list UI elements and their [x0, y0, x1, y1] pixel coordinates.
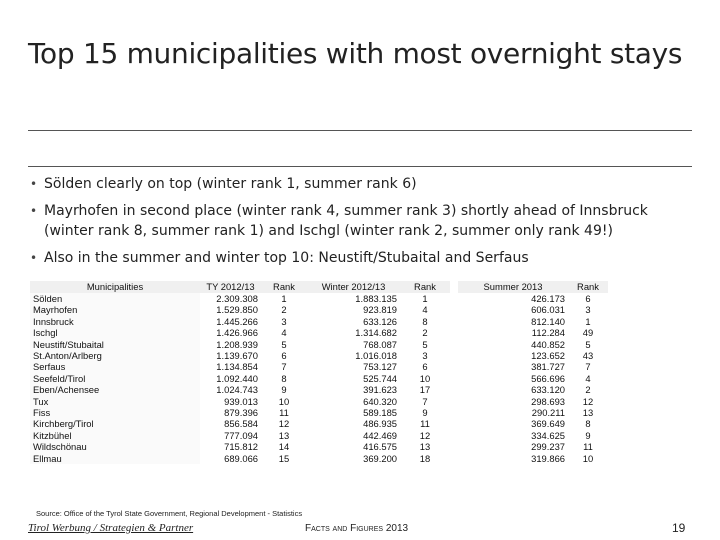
- cell-rank-ty: 15: [278, 452, 290, 464]
- bullet-text: Mayrhofen in second place (winter rank 4, summer rank 3) shortly ahead of Innsbruck (winter rank 8, summer rank 1) and Ischgl (winter rank 2, summer only rank 49!): [44, 203, 648, 239]
- column-gap: [450, 350, 458, 361]
- cell-ty: 689.066: [224, 452, 258, 464]
- table-row: [30, 361, 608, 372]
- bullet-item: [28, 248, 692, 268]
- cell-summer: 112.284: [531, 327, 565, 339]
- cell-rank-ty: 1: [281, 293, 287, 304]
- cell-winter: 416.575: [363, 441, 397, 453]
- cell-rank-winter: 6: [422, 361, 428, 373]
- cell-rank-winter: 13: [419, 441, 431, 453]
- table-row: [30, 316, 608, 327]
- cell-municipality: Wildschönau: [30, 441, 200, 452]
- cell-rank-ty: 6: [281, 350, 287, 362]
- header-rank-winter: Rank: [400, 281, 450, 293]
- column-gap: [450, 327, 458, 338]
- cell-summer: 440.852: [531, 338, 565, 350]
- title-divider-top: [28, 130, 692, 131]
- cell-rank-summer: 43: [582, 350, 594, 362]
- cell-rank-summer: 6: [585, 293, 591, 304]
- column-gap: [450, 281, 458, 293]
- column-gap: [450, 396, 458, 407]
- cell-rank-ty: 14: [278, 441, 290, 453]
- table-row: [30, 339, 608, 350]
- cell-municipality: Kirchberg/Tirol: [30, 418, 200, 429]
- cell-rank-winter: 17: [419, 384, 431, 396]
- cell-winter: 768.087: [363, 338, 397, 350]
- bullet-dot-icon: •: [30, 204, 38, 218]
- cell-rank-winter: 3: [422, 350, 428, 362]
- header-winter: Winter 2012/13: [307, 281, 400, 293]
- cell-ty: 2.309.308: [216, 293, 258, 304]
- column-gap: [450, 384, 458, 395]
- cell-rank-ty: 3: [281, 315, 287, 327]
- cell-municipality: Ellmau: [30, 453, 200, 464]
- cell-winter: 1.016.018: [355, 350, 397, 362]
- bullet-dot-icon: •: [30, 251, 38, 265]
- cell-municipality: Innsbruck: [30, 316, 200, 327]
- cell-rank-winter: 10: [419, 372, 431, 384]
- column-gap: [450, 373, 458, 384]
- cell-municipality: Seefeld/Tirol: [30, 373, 200, 384]
- cell-summer: 319.866: [531, 452, 565, 464]
- cell-rank-winter: 9: [422, 407, 428, 419]
- cell-summer: 123.652: [531, 350, 565, 362]
- title-divider-bottom: [28, 166, 692, 167]
- cell-municipality: Sölden: [30, 293, 200, 304]
- cell-summer: 426.173: [531, 293, 565, 304]
- table-row: [30, 304, 608, 315]
- cell-municipality: Neustift/Stubaital: [30, 339, 200, 350]
- cell-rank-summer: 11: [583, 441, 593, 453]
- bullet-text: Sölden clearly on top (winter rank 1, summer rank 6): [44, 176, 417, 192]
- cell-ty: 715.812: [224, 441, 258, 453]
- cell-summer: 290.211: [531, 407, 565, 419]
- cell-rank-winter: 1: [422, 293, 428, 304]
- cell-municipality: St.Anton/Arlberg: [30, 350, 200, 361]
- table-row: [30, 384, 608, 395]
- header-rank-summer: Rank: [568, 281, 608, 293]
- footer-organization: Tirol Werbung / Strategien & Partner: [28, 522, 194, 534]
- cell-municipality: Ischgl: [30, 327, 200, 338]
- cell-ty: 1.529.850: [216, 304, 258, 316]
- cell-winter: 633.126: [363, 315, 397, 327]
- header-summer: Summer 2013: [458, 281, 568, 293]
- column-gap: [450, 339, 458, 350]
- cell-summer: 812.140: [531, 315, 565, 327]
- cell-rank-summer: 9: [585, 429, 591, 441]
- cell-summer: 566.696: [531, 372, 565, 384]
- cell-rank-winter: 5: [422, 338, 428, 350]
- cell-municipality: Mayrhofen: [30, 304, 200, 315]
- table-row: [30, 407, 608, 418]
- cell-summer: 381.727: [531, 361, 565, 373]
- cell-winter: 589.185: [363, 407, 397, 419]
- cell-summer: 369.649: [531, 418, 565, 430]
- table-row: [30, 441, 608, 452]
- cell-winter: 442.469: [363, 429, 397, 441]
- cell-winter: 1.883.135: [355, 293, 397, 304]
- header-municipalities: Municipalities: [30, 281, 200, 293]
- cell-rank-summer: 2: [585, 384, 591, 396]
- cell-ty: 1.445.266: [216, 315, 258, 327]
- footer-subtitle: Facts and Figures 2013: [305, 523, 409, 534]
- cell-winter: 753.127: [363, 361, 397, 373]
- table-row: [30, 350, 608, 361]
- cell-summer: 299.237: [531, 441, 565, 453]
- bullet-list: [28, 174, 692, 275]
- cell-winter: 369.200: [363, 452, 397, 464]
- table-row: [30, 396, 608, 407]
- cell-winter: 1.314.682: [355, 327, 397, 339]
- cell-ty: 856.584: [224, 418, 258, 430]
- table-row: [30, 293, 608, 304]
- cell-winter: 923.819: [363, 304, 397, 316]
- cell-ty: 1.208.939: [216, 338, 258, 350]
- cell-rank-summer: 8: [585, 418, 591, 430]
- column-gap: [450, 293, 458, 304]
- bullet-item: [28, 174, 692, 194]
- cell-rank-summer: 10: [582, 452, 594, 464]
- cell-rank-ty: 7: [281, 361, 287, 373]
- cell-rank-winter: 11: [420, 418, 430, 430]
- slide-title: Top 15 municipalities with most overnight stays: [28, 37, 683, 70]
- source-note: Source: Office of the Tyrol State Government, Regional Development - Statistics: [36, 509, 303, 518]
- cell-rank-summer: 4: [585, 372, 591, 384]
- column-gap: [450, 430, 458, 441]
- cell-ty: 939.013: [224, 395, 258, 407]
- cell-ty: 777.094: [224, 429, 258, 441]
- cell-ty: 879.396: [224, 407, 258, 419]
- cell-rank-winter: 12: [419, 429, 431, 441]
- cell-winter: 486.935: [363, 418, 397, 430]
- cell-summer: 633.120: [531, 384, 565, 396]
- column-gap: [450, 418, 458, 429]
- cell-ty: 1.426.966: [216, 327, 258, 339]
- cell-summer: 606.031: [531, 304, 565, 316]
- cell-rank-summer: 7: [585, 361, 591, 373]
- cell-rank-ty: 10: [278, 395, 290, 407]
- cell-rank-winter: 2: [422, 327, 428, 339]
- cell-rank-winter: 7: [422, 395, 428, 407]
- column-gap: [450, 304, 458, 315]
- header-rank-ty: Rank: [261, 281, 307, 293]
- cell-rank-winter: 8: [422, 315, 428, 327]
- cell-ty: 1.092.440: [216, 372, 258, 384]
- page-number: 19: [672, 521, 686, 535]
- column-gap: [450, 407, 458, 418]
- cell-rank-ty: 2: [281, 304, 287, 316]
- header-ty: TY 2012/13: [200, 281, 261, 293]
- bullet-text: Also in the summer and winter top 10: Neustift/Stubaital and Serfaus: [44, 250, 529, 266]
- overnight-stays-table: [30, 281, 608, 464]
- cell-rank-ty: 8: [281, 372, 287, 384]
- column-gap: [450, 361, 458, 372]
- column-gap: [450, 316, 458, 327]
- table-row: [30, 430, 608, 441]
- cell-ty: 1.139.670: [216, 350, 258, 362]
- table-header-row: [30, 281, 608, 293]
- cell-rank-summer: 13: [582, 407, 594, 419]
- cell-rank-winter: 4: [422, 304, 428, 316]
- table-body: [30, 293, 608, 464]
- column-gap: [450, 441, 458, 452]
- cell-rank-ty: 4: [281, 327, 287, 339]
- cell-winter: 640.320: [363, 395, 397, 407]
- cell-winter: 391.623: [363, 384, 397, 396]
- cell-rank-ty: 9: [281, 384, 287, 396]
- cell-winter: 525.744: [363, 372, 397, 384]
- cell-municipality: Kitzbühel: [30, 430, 200, 441]
- cell-rank-summer: 3: [585, 304, 591, 316]
- cell-rank-summer: 49: [582, 327, 594, 339]
- table-row: [30, 373, 608, 384]
- cell-rank-summer: 12: [582, 395, 594, 407]
- bullet-item: [28, 201, 692, 241]
- table-row: [30, 327, 608, 338]
- cell-ty: 1.024.743: [216, 384, 258, 396]
- table-row: [30, 453, 608, 464]
- cell-rank-winter: 18: [419, 452, 431, 464]
- table-row: [30, 418, 608, 429]
- cell-rank-ty: 12: [278, 418, 290, 430]
- cell-municipality: Fiss: [30, 407, 200, 418]
- column-gap: [450, 453, 458, 464]
- cell-rank-summer: 1: [585, 315, 591, 327]
- cell-rank-summer: 5: [585, 338, 591, 350]
- cell-rank-ty: 11: [279, 407, 289, 419]
- cell-ty: 1.134.854: [216, 361, 258, 373]
- cell-municipality: Eben/Achensee: [30, 384, 200, 395]
- cell-municipality: Serfaus: [30, 361, 200, 372]
- cell-rank-ty: 5: [281, 338, 287, 350]
- bullet-dot-icon: •: [30, 177, 38, 191]
- cell-summer: 298.693: [531, 395, 565, 407]
- cell-rank-ty: 13: [278, 429, 290, 441]
- cell-municipality: Tux: [30, 396, 200, 407]
- cell-summer: 334.625: [531, 429, 565, 441]
